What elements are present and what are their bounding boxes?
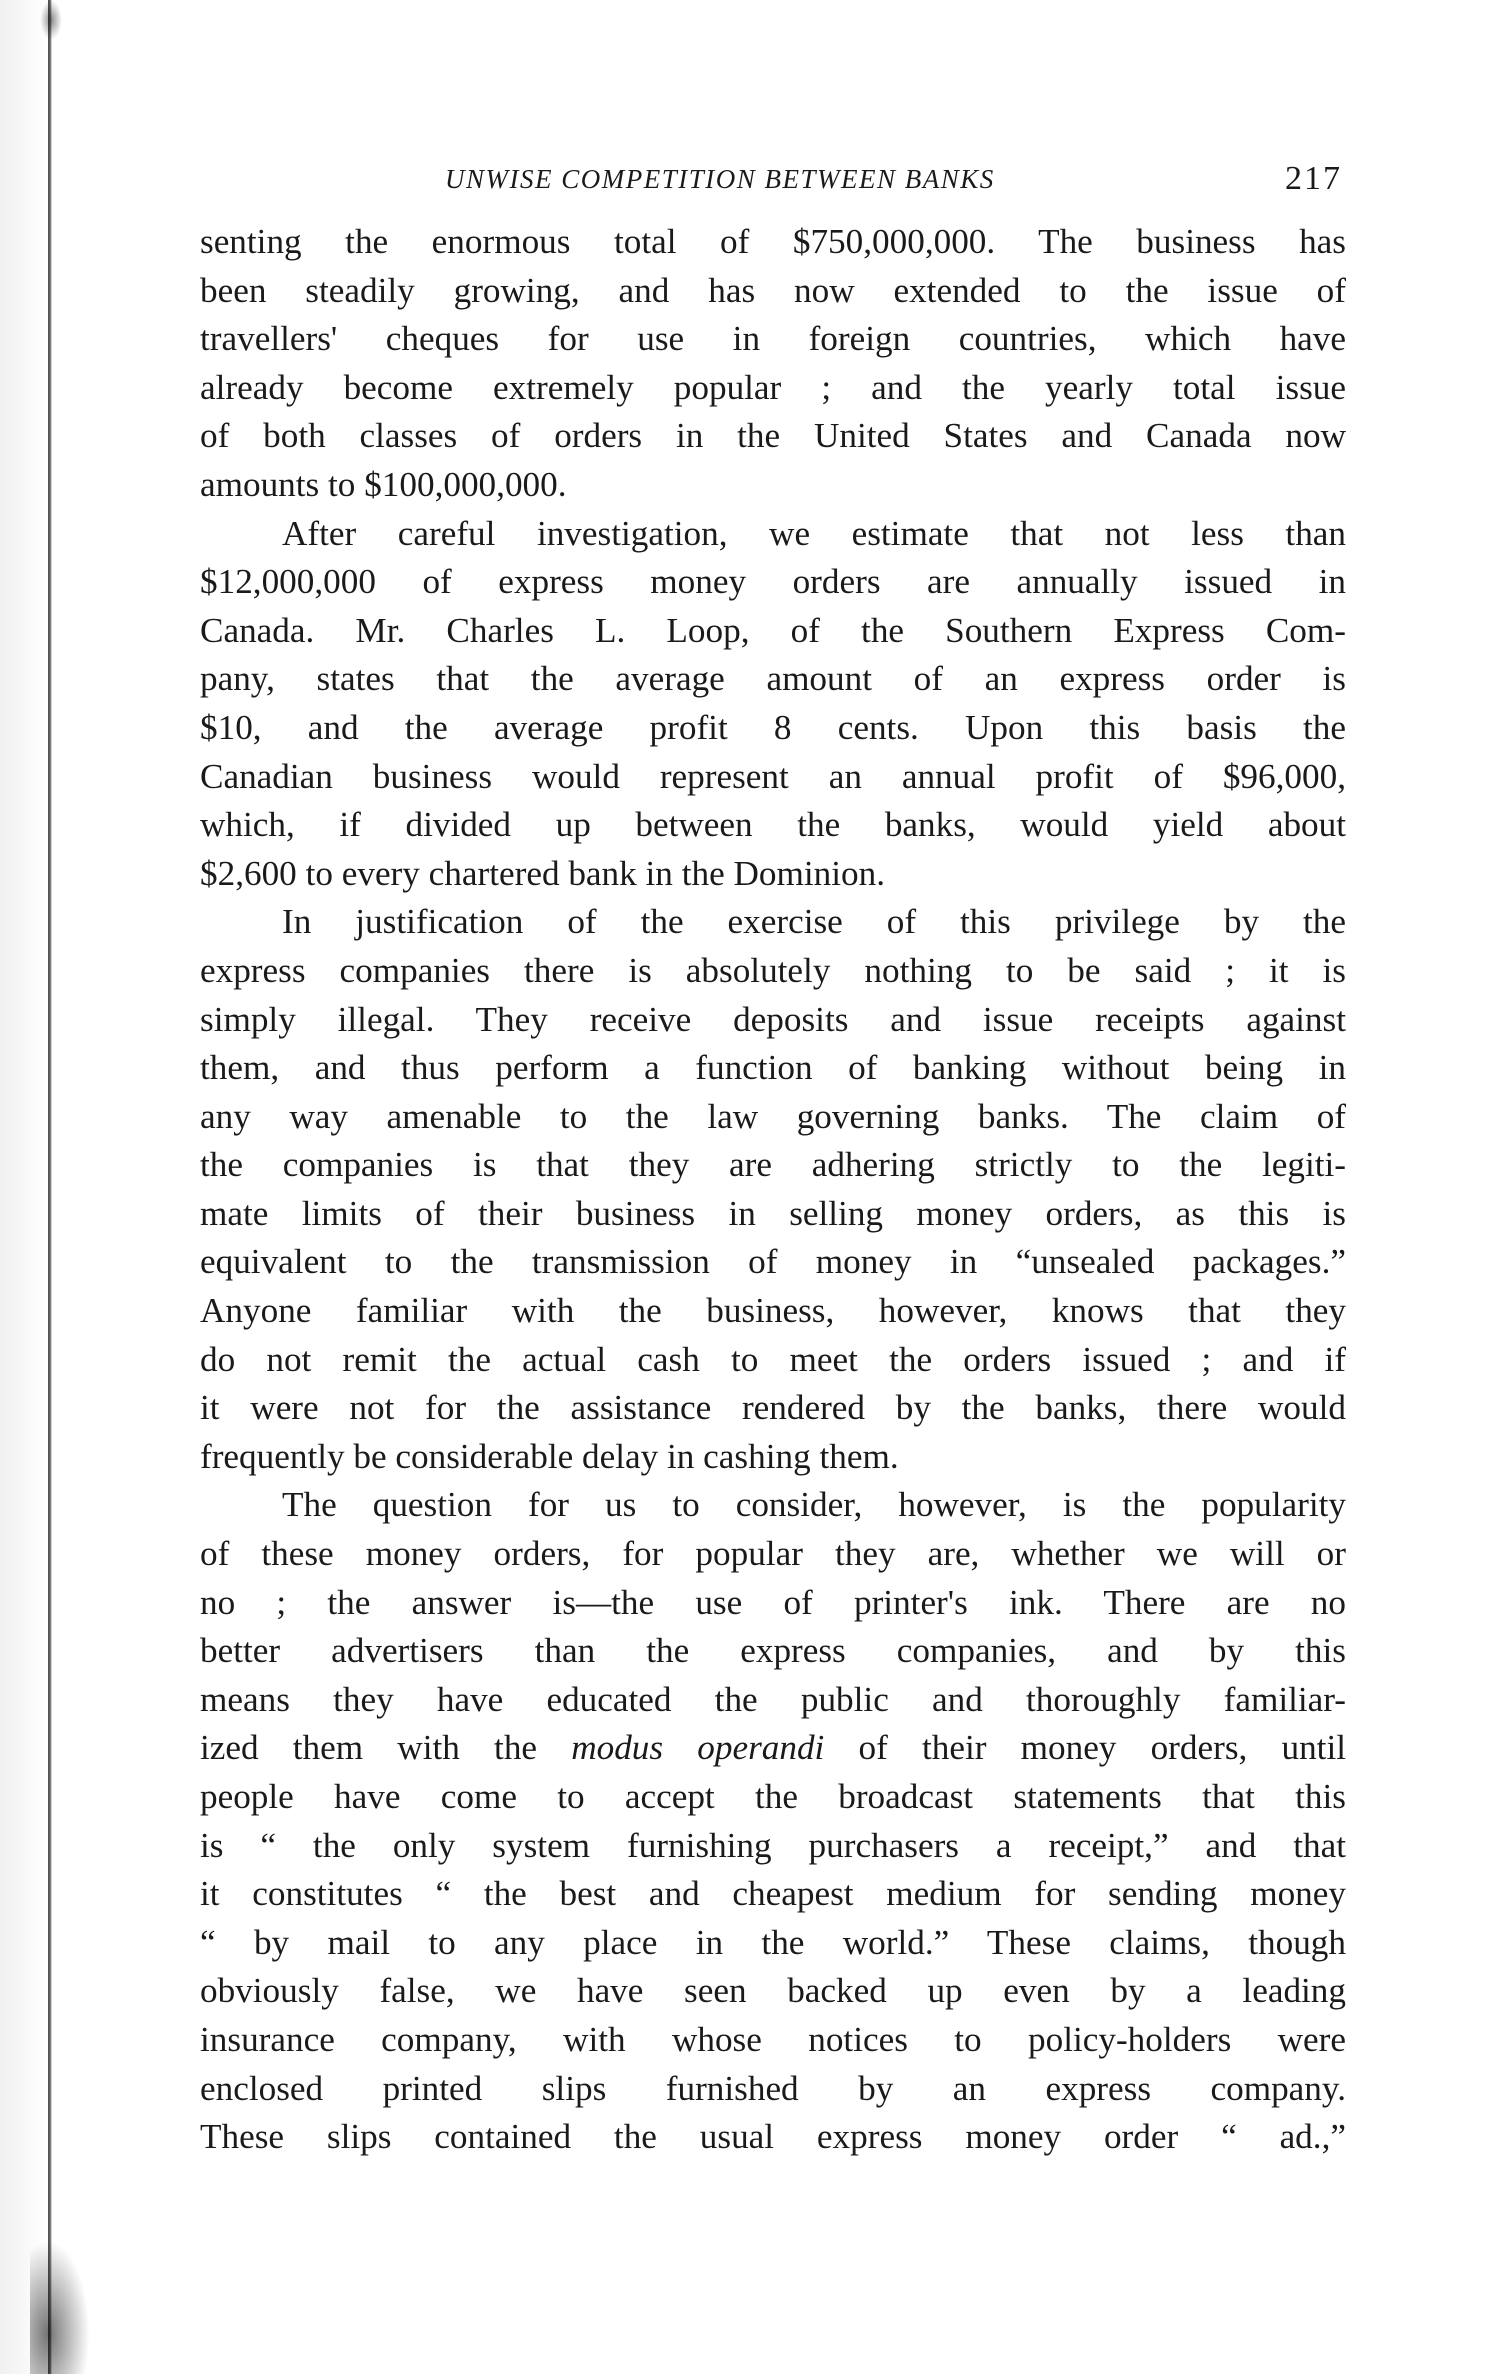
text-line: means they have educated the public and thoroughly familiar- bbox=[200, 1679, 1346, 1719]
page-number: 217 bbox=[1285, 160, 1342, 197]
text-line: pany, states that the average amount of an express order is bbox=[200, 659, 1346, 699]
text-line: express companies there is absolutely nothing to be said ; it is bbox=[200, 950, 1346, 990]
text-line: mate limits of their business in selling money orders, as this is bbox=[200, 1193, 1346, 1233]
running-head bbox=[200, 160, 1346, 208]
text-line: $12,000,000 of express money orders are annually issued in bbox=[200, 562, 1346, 602]
text-line: it were not for the assistance rendered by the banks, there would bbox=[200, 1388, 1346, 1428]
paragraph-2 bbox=[200, 510, 1346, 899]
text-line: $2,600 to every chartered bank in the Dominion. bbox=[200, 853, 885, 893]
text-line: obviously false, we have seen backed up even by a leading bbox=[200, 1971, 1346, 2011]
text-line: travellers' cheques for use in foreign countries, which have bbox=[200, 319, 1346, 359]
book-page bbox=[200, 160, 1346, 2162]
text-line: it constitutes “ the best and cheapest medium for sending money bbox=[200, 1874, 1346, 1914]
text-line: simply illegal. They receive deposits and issue receipts against bbox=[200, 999, 1346, 1039]
binding-edge bbox=[48, 0, 52, 2374]
text-line-with-italic bbox=[200, 1724, 1346, 1773]
running-title: UNWISE COMPETITION BETWEEN BANKS bbox=[445, 164, 995, 194]
text-line: Canada. Mr. Charles L. Loop, of the Southern Express Com- bbox=[200, 610, 1346, 650]
text-line: amounts to $100,000,000. bbox=[200, 464, 567, 504]
text-line: insurance company, with whose notices to policy-holders were bbox=[200, 2019, 1346, 2059]
text-line: $10, and the average profit 8 cents. Upon this basis the bbox=[200, 707, 1346, 747]
text-line: frequently be considerable delay in cashing them. bbox=[200, 1436, 899, 1476]
text-line: enclosed printed slips furnished by an express company. bbox=[200, 2068, 1346, 2108]
binding-shadow bbox=[0, 0, 46, 2374]
scan-smudge-bottom bbox=[30, 2240, 90, 2374]
text-line: In justification of the exercise of this privilege by the bbox=[282, 902, 1346, 942]
text-line: Anyone familiar with the business, however, knows that they bbox=[200, 1291, 1346, 1331]
text-line: “ by mail to any place in the world.” These claims, though bbox=[200, 1922, 1346, 1962]
text-line: equivalent to the transmission of money in “unsealed packages.” bbox=[200, 1242, 1346, 1282]
text-line: been steadily growing, and has now extended to the issue of bbox=[200, 270, 1346, 310]
text-line: any way amenable to the law governing banks. The claim of bbox=[200, 1096, 1346, 1136]
scan-smudge-top bbox=[40, 0, 62, 40]
text-line: After careful investigation, we estimate that not less than bbox=[282, 513, 1346, 553]
paragraph-3 bbox=[200, 898, 1346, 1481]
text-line: do not remit the actual cash to meet the orders issued ; and if bbox=[200, 1339, 1346, 1379]
text-line: is “ the only system furnishing purchasers a receipt,” and that bbox=[200, 1825, 1346, 1865]
text-line: better advertisers than the express companies, and by this bbox=[200, 1631, 1346, 1671]
text-fragment: ized them with the bbox=[200, 1728, 572, 1768]
text-line: These slips contained the usual express money order “ ad.,” bbox=[200, 2117, 1346, 2157]
body-text bbox=[200, 218, 1346, 2162]
text-line: the companies is that they are adhering strictly to the legiti- bbox=[200, 1145, 1346, 1185]
paragraph-1 bbox=[200, 218, 1346, 510]
text-fragment: of their money orders, until bbox=[824, 1728, 1346, 1768]
italic-phrase: modus operandi bbox=[571, 1728, 825, 1768]
text-line: people have come to accept the broadcast statements that this bbox=[200, 1777, 1346, 1816]
text-line: them, and thus perform a function of banking without being in bbox=[200, 1048, 1346, 1088]
text-line: of these money orders, for popular they are, whether we will or bbox=[200, 1534, 1346, 1574]
text-line: of both classes of orders in the United States and Canada now bbox=[200, 416, 1346, 456]
text-line: which, if divided up between the banks, would yield about bbox=[200, 805, 1346, 845]
text-line: The question for us to consider, however, is the popularity bbox=[282, 1485, 1346, 1525]
text-line: senting the enormous total of $750,000,000. The business has bbox=[200, 222, 1346, 261]
text-line: Canadian business would represent an annual profit of $96,000, bbox=[200, 756, 1346, 796]
text-line: already become extremely popular ; and the yearly total issue bbox=[200, 367, 1346, 407]
paragraph-4 bbox=[200, 1481, 1346, 2161]
text-line: no ; the answer is—the use of printer's ink. There are no bbox=[200, 1582, 1346, 1622]
